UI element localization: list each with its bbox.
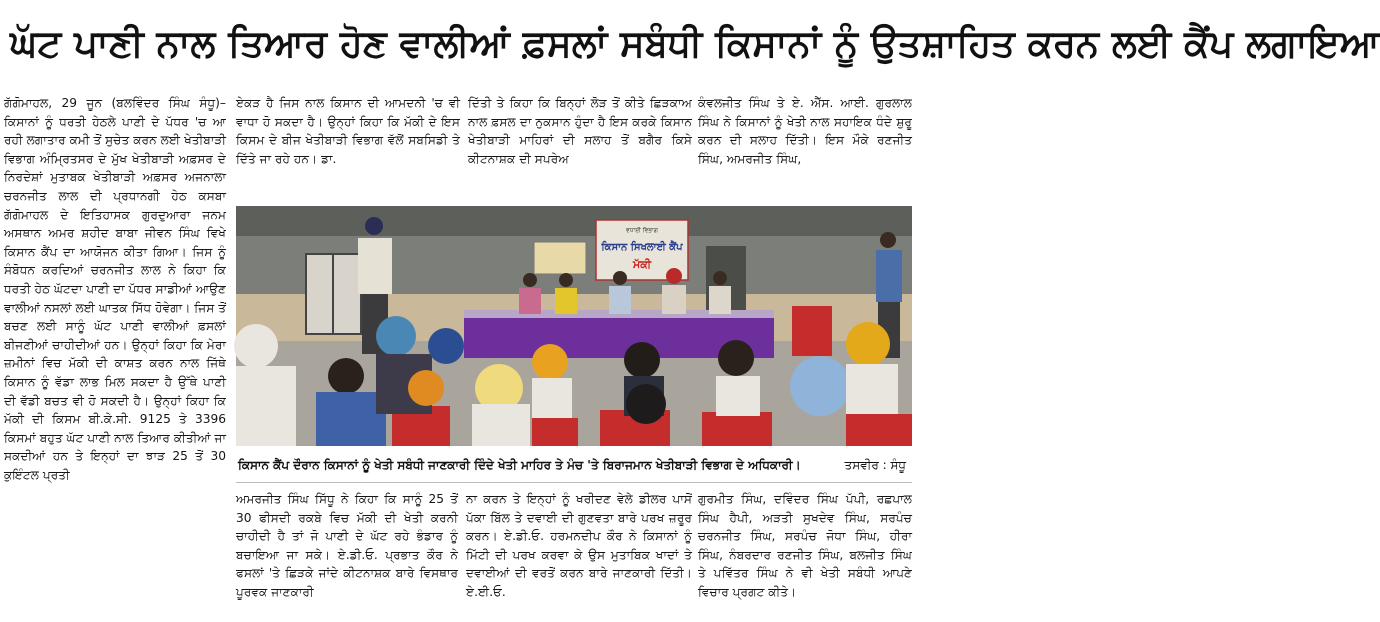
article-column-1: ਗੱਗੋਮਾਹਲ, 29 ਜੂਨ (ਬਲਵਿੰਦਰ ਸਿੰਘ ਸੰਧੂ)–ਕਿਸਾਨਾਂ ਨੂੰ ਧਰਤੀ ਹੇਠਲੇ ਪਾਣੀ ਦੇ ਪੱਧਰ 'ਚ ਆ ਰਹੀ ਲਗਾਤਾਰ ਕਮੀ ਤੋਂ ਸੁਚੇਤ ਕਰਨ ਲਈ ਖੇਤੀਬਾੜੀ ਵਿਭਾਗ ਅੰਮ੍ਰਿਤਸਰ ਦੇ ਮੁੱਖ ਖੇਤੀਬਾੜੀ ਅਫ਼ਸਰ ਦੇ ਨਿਰਦੇਸ਼ਾਂ ਮੁਤਾਬਕ ਖੇਤੀਬਾੜੀ ਅਫ਼ਸਰ ਅਜਨਾਲਾ ਚਰਨਜੀਤ ਲਾਲ ਦੀ ਪ੍ਰਧਾਨਗੀ ਹੇਠ ਕਸਬਾ ਗੱਗੋਮਾਹਲ ਦੇ ਇਤਿਹਾਸਕ ਗੁਰਦੁਆਰਾ ਜਨਮ ਅਸਥਾਨ ਅਮਰ ਸ਼ਹੀਦ ਬਾਬਾ ਜੀਵਨ ਸਿੰਘ ਵਿਖੇ ਕਿਸਾਨ ਕੈਂਪ ਦਾ ਆਯੋਜਨ ਕੀਤਾ ਗਿਆ। ਜਿਸ ਨੂੰ ਸੰਬੋਧਨ ਕਰਦਿਆਂ ਚਰਨਜੀਤ ਲਾਲ ਨੇ ਕਿਹਾ ਕਿ ਧਰਤੀ ਹੇਠ ਘੱਟਦਾ ਪਾਣੀ ਦਾ ਪੱਧਰ ਸਾਡੀਆਂ ਆਉਣ ਵਾਲੀਆਂ ਨਸਲਾਂ ਲਈ ਘਾਤਕ ਸਿੱਧ ਹੋਵੇਗਾ। ਜਿਸ ਤੋਂ ਬਚਣ ਲਈ ਸਾਨੂੰ ਘੱਟ ਪਾਣੀ ਵਾਲੀਆਂ ਫ਼ਸਲਾਂ ਬੀਜਣੀਆਂ ਚਾਹੀਦੀਆਂ ਹਨ। ਉਨ੍ਹਾਂ ਕਿਹਾ ਕਿ ਮੇਰਾ ਜ਼ਮੀਨਾਂ ਵਿਚ ਮੱਕੀ ਦੀ ਕਾਸ਼ਤ ਕਰਨ ਨਾਲ ਜਿੱਥੇ ਕਿਸਾਨ ਨੂੰ ਵੱਡਾ ਲਾਭ ਮਿਲ ਸਕਦਾ ਹੈ ਉੱਥੇ ਪਾਣੀ ਦੀ ਵੱਡੀ ਬਚਤ ਵੀ ਹੋ ਸਕਦੀ ਹੈ। ਉਨ੍ਹਾਂ ਕਿਹਾ ਕਿ ਮੱਕੀ ਦੀ ਕਿਸਮ ਬੀ.ਕੇ.ਸੀ. 9125 ਤੇ 3396 ਕਿਸਮਾਂ ਬਹੁਤ ਘੱਟ ਪਾਣੀ ਨਾਲ ਤਿਆਰ ਕੀਤੀਆਂ ਜਾ ਸਕਦੀਆਂ ਹਨ ਤੇ ਇਨ੍ਹਾਂ ਦਾ ਝਾੜ 25 ਤੋਂ 30 ਕੁਇੰਟਲ ਪ੍ਰਤੀ bbox=[4, 96, 226, 482]
caption-text: ਕਿਸਾਨ ਕੈਂਪ ਦੌਰਾਨ ਕਿਸਾਨਾਂ ਨੂੰ ਖੇਤੀ ਸਬੰਧੀ ਜਾਣਕਾਰੀ ਦਿੰਦੇ ਖੇਤੀ ਮਾਹਿਰ ਤੇ ਮੰਚ 'ਤੇ ਬਿਰਾਜਮਾਨ ਖੇਤੀਬਾੜੀ ਵਿਭਾਗ ਦੇ ਅਧਿਕਾਰੀ। bbox=[238, 458, 801, 472]
article-column-7: ਗੁਰਮੀਤ ਸਿੰਘ, ਦਵਿੰਦਰ ਸਿੰਘ ਪੱਪੀ, ਰਛਪਾਲ ਸਿੰਘ ਹੈਪੀ, ਅੜਤੀ ਸੁਖਦੇਵ ਸਿੰਘ, ਸਰਪੰਚ ਚਰਨਜੀਤ ਸਿੰਘ, ਸਰਪੰਚ ਜੋਧਾ ਸਿੰਘ, ਹੀਰਾ ਸਿੰਘ, ਨੰਬਰਦਾਰ ਰਣਜੀਤ ਸਿੰਘ, ਬਲਜੀਤ ਸਿੰਘ ਤੇ ਪਵਿੱਤਰ ਸਿੰਘ ਨੇ ਵੀ ਖੇਤੀ ਸਬੰਧੀ ਆਪਣੇ ਵਿਚਾਰ ਪ੍ਰਗਟ ਕੀਤੇ। bbox=[698, 492, 912, 599]
article-column-4: ਕੰਵਲਜੀਤ ਸਿੰਘ ਤੇ ਏ. ਐੱਸ. ਆਈ. ਗੁਰਲਾਲ ਸਿੰਘ ਨੇ ਕਿਸਾਨਾਂ ਨੂੰ ਖੇਤੀ ਨਾਲ ਸਹਾਇਕ ਧੰਦੇ ਸ਼ੁਰੂ ਕਰਨ ਦੀ ਸਲਾਹ ਦਿੱਤੀ। ਇਸ ਮੌਕੇ ਰਣਜੀਤ ਸਿੰਘ, ਅਮਰਜੀਤ ਸਿੰਘ, bbox=[698, 96, 912, 166]
banner-title-text: ਕਿਸਾਨ ਸਿਖਲਾਈ ਕੈਂਪ bbox=[601, 242, 683, 253]
article-column-3: ਦਿੱਤੀ ਤੇ ਕਿਹਾ ਕਿ ਬਿਨ੍ਹਾਂ ਲੋੜ ਤੋਂ ਕੀਤੇ ਛਿੜਕਾਅ ਨਾਲ ਫ਼ਸਲ ਦਾ ਨੁਕਸਾਨ ਹੁੰਦਾ ਹੈ ਇਸ ਕਰਕੇ ਕਿਸਾਨ ਖੇਤੀਬਾੜੀ ਮਾਹਿਰਾਂ ਦੀ ਸਲਾਹ ਤੋਂ ਬਗੈਰ ਕਿਸੇ ਕੀਟਨਾਸ਼ਕ ਦੀ ਸਪਰੇਅ bbox=[468, 96, 692, 166]
photo-credit: ਤਸਵੀਰ : ਸੰਧੂ bbox=[844, 458, 906, 472]
photo-illustration bbox=[236, 206, 912, 446]
article-column-5: ਅਮਰਜੀਤ ਸਿੰਘ ਸਿੱਧੂ ਨੇ ਕਿਹਾ ਕਿ ਸਾਨੂੰ 25 ਤੋਂ 30 ਫੀਸਦੀ ਰਕਬੇ ਵਿਚ ਮੱਕੀ ਦੀ ਖੇਤੀ ਕਰਨੀ ਚਾਹੀਦੀ ਹੈ ਤਾਂ ਜੋ ਪਾਣੀ ਦੇ ਘੱਟ ਰਹੇ ਭੰਡਾਰ ਨੂੰ ਬਚਾਇਆ ਜਾ ਸਕੇ। ਏ.ਡੀ.ਓ. ਪ੍ਰਭਾਤ ਕੌਰ ਨੇ ਫਸਲਾਂ 'ਤੇ ਛਿੜਕੇ ਜਾਂਦੇ ਕੀਟਨਾਸ਼ਕ ਬਾਰੇ ਵਿਸਥਾਰ ਪੂਰਵਕ ਜਾਣਕਾਰੀ bbox=[236, 492, 458, 599]
article-column-2: ਏਕੜ ਹੈ ਜਿਸ ਨਾਲ ਕਿਸਾਨ ਦੀ ਆਮਦਨੀ 'ਚ ਵੀ ਵਾਧਾ ਹੋ ਸਕਦਾ ਹੈ। ਉਨ੍ਹਾਂ ਕਿਹਾ ਕਿ ਮੱਕੀ ਦੇ ਇਸ ਕਿਸਮ ਦੇ ਬੀਜ ਖੇਤੀਬਾੜੀ ਵਿਭਾਗ ਵੱਲੋਂ ਸਬਸਿਡੀ ਤੇ ਦਿੱਤੇ ਜਾ ਰਹੇ ਹਨ। ਡਾ. bbox=[236, 96, 460, 166]
banner-sub-text: ਮੱਕੀ bbox=[632, 258, 652, 271]
divider bbox=[236, 482, 912, 483]
photo-caption bbox=[236, 450, 912, 480]
banner-small-text: ਵਧਾਈ ਵਿਭਾਗ bbox=[626, 227, 658, 234]
news-photo bbox=[236, 206, 912, 446]
speaker bbox=[358, 238, 392, 294]
headline: ਘੱਟ ਪਾਣੀ ਨਾਲ ਤਿਆਰ ਹੋਣ ਵਾਲੀਆਂ ਫ਼ਸਲਾਂ ਸਬੰਧੀ ਕਿਸਾਨਾਂ ਨੂੰ ਉਤਸ਼ਾਹਿਤ ਕਰਨ ਲਈ ਕੈਂਪ ਲਗਾਇਆ bbox=[10, 22, 1380, 65]
article-column-6: ਨਾ ਕਰਨ ਤੇ ਇਨ੍ਹਾਂ ਨੂੰ ਖਰੀਦਣ ਵੇਲੇ ਡੀਲਰ ਪਾਸੋਂ ਪੱਕਾ ਬਿੱਲ ਤੇ ਦਵਾਈ ਦੀ ਗੁਣਵਤਾ ਬਾਰੇ ਪਰਖ ਜ਼ਰੂਰ ਕਰਨ। ਏ.ਡੀ.ਓ. ਹਰਮਨਦੀਪ ਕੌਰ ਨੇ ਕਿਸਾਨਾਂ ਨੂੰ ਮਿੱਟੀ ਦੀ ਪਰਖ ਕਰਵਾ ਕੇ ਉਸ ਮੁਤਾਬਿਕ ਖਾਦਾਂ ਤੇ ਦਵਾਈਆਂ ਦੀ ਵਰਤੋਂ ਕਰਨ ਬਾਰੇ ਜਾਣਕਾਰੀ ਦਿੱਤੀ। ਏ.ਈ.ਓ. bbox=[466, 492, 692, 599]
